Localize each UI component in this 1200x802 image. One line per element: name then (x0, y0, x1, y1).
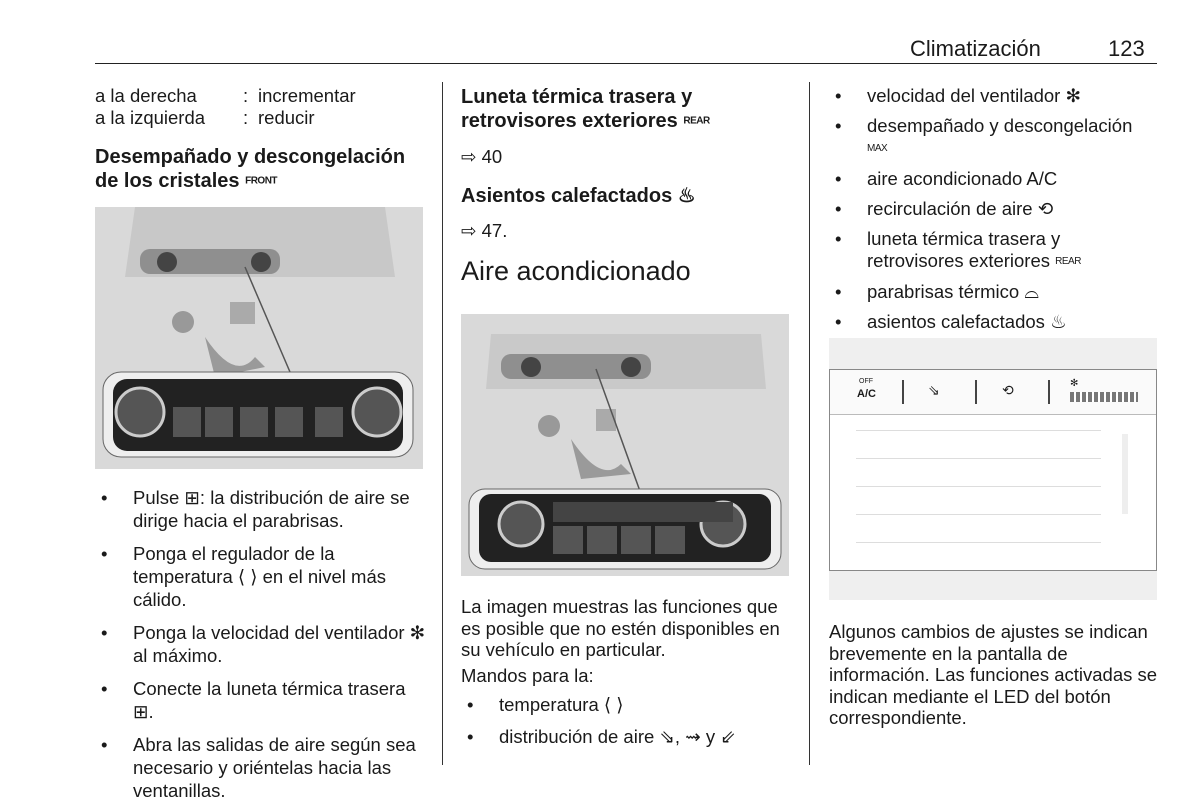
fan-icon: ✻ (1070, 378, 1079, 389)
display-paragraph: Algunos cambios de ajustes se indican brevemente en la pantalla de información. Las funciones activadas se indican mediante el LED del botón correspondiente. (829, 621, 1158, 728)
ac-console-illustration (461, 314, 789, 576)
page-reference: ⇨ 40 (461, 145, 503, 167)
control-row: a la derecha : incrementar (95, 85, 356, 106)
heading-rear-window: Luneta térmica trasera y retrovisores exteriores REAR (461, 86, 710, 132)
list-item: • luneta térmica trasera y retrovisores exteriores REAR (835, 228, 1081, 272)
console-illustration (95, 207, 423, 469)
list-item: • asientos calefactados ♨ (835, 311, 1067, 333)
page-reference: ⇨ 47. (461, 219, 508, 241)
info-display-image (829, 338, 1157, 600)
display-status-bar (830, 370, 1156, 415)
heated-seat-icon: ♨ (677, 184, 696, 207)
section-heading: Aire acondicionado (461, 255, 691, 286)
list-item: • distribución de aire ⇘, ⇝ y ⇙ (467, 725, 736, 747)
ac-caption: La imagen muestras las funciones que es posible que no estén disponibles en su vehículo en particular. Mandos para la: • temperatura ⟨ ⟩ • distribución de aire ⇘, ⇝ y ⇙ (461, 596, 796, 747)
air-distribution-icon: ⇘ (928, 382, 940, 398)
defrost-steps (95, 486, 430, 802)
section-title: Climatización (910, 36, 1041, 61)
column-divider (809, 82, 810, 765)
rear-defrost-icon: REAR (1055, 256, 1081, 268)
fan-level-bar (1070, 392, 1138, 402)
list-item: • parabrisas térmico ⌓ (835, 281, 1039, 303)
rear-defrost-icon: REAR (683, 115, 710, 127)
info-display (829, 369, 1157, 571)
ac-off-label: OFF (859, 378, 873, 385)
list-item: • aire acondicionado A/C (835, 168, 1058, 190)
column-divider (442, 82, 443, 765)
list-item: • Pulse ⊞: la distribución de aire se dirige hacia el parabrisas. (101, 487, 410, 531)
header-rule (95, 63, 1157, 64)
column-1 (95, 85, 427, 194)
heated-windscreen-icon: ⌓ (1024, 281, 1039, 303)
control-panel-image (95, 207, 423, 469)
heading-defrost: Desempañado y descongelación de los cristales FRONT (95, 146, 406, 192)
ac-panel-image (461, 314, 789, 576)
list-item: • Abra las salidas de aire según sea necesario y oriéntelas hacia las ventanillas. (101, 734, 416, 801)
column-3 (829, 85, 1159, 333)
heading-heated-seats: Asientos calefactados ♨ (461, 184, 696, 207)
column-2 (461, 85, 791, 286)
display-scrollbar (1122, 434, 1128, 514)
page-number: 123 (1108, 36, 1145, 61)
recirculation-icon: ⟲ (1002, 382, 1014, 398)
list-item: • recirculación de aire ⟲ (835, 198, 1054, 220)
list-item: • temperatura ⟨ ⟩ (467, 694, 624, 715)
list-item: • velocidad del ventilador ✻ (835, 85, 1081, 106)
front-defrost-icon: FRONT (245, 175, 278, 187)
max-defrost-icon: MAX (867, 143, 888, 155)
list-item: • desempañado y descongelación MAX (835, 115, 1133, 155)
list-item: • Ponga la velocidad del ventilador ✻ al máximo. (101, 622, 426, 666)
ac-label: A/C (857, 388, 876, 400)
list-item: • Conecte la luneta térmica trasera ⊞. (101, 678, 406, 722)
control-row: a la izquierda : reducir (95, 107, 315, 128)
list-item: • Ponga el regulador de la temperatura ⟨ ⟩ en el nivel más cálido. (101, 543, 386, 610)
heated-seat-icon: ♨ (1050, 311, 1067, 333)
